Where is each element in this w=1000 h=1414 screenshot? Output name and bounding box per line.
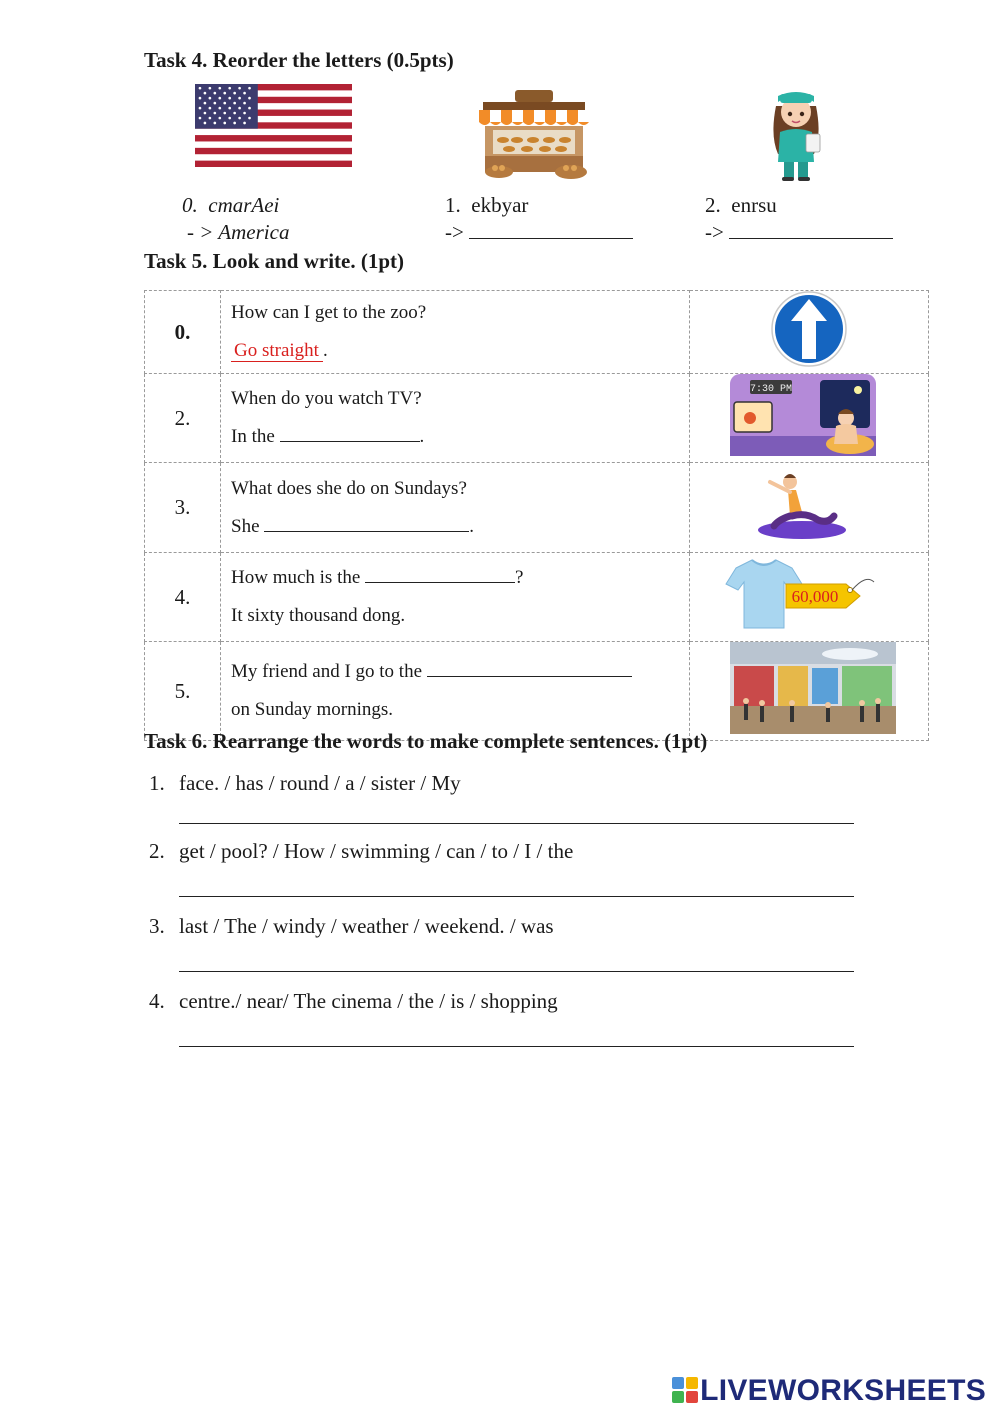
clock-display: 7:30 PM — [749, 384, 793, 395]
shopping-centre-image — [730, 642, 896, 734]
task6-item-2-answer-line[interactable] — [179, 896, 854, 897]
task5-row-0-question: How can I get to the zoo? — [231, 302, 427, 323]
task6-item-4-words: centre./ near/ The cinema / the / is / shopping — [179, 989, 558, 1013]
task5-row-5-answer: on Sunday mornings. — [231, 699, 394, 720]
task6-item-1: 1. face. / has / round / a / sister / My — [149, 771, 461, 795]
task5-row-3-answer-blank[interactable] — [264, 513, 469, 532]
task5-row-3-question: What does she do on Sundays? — [231, 477, 467, 499]
task5-row-3-answer: She . — [231, 508, 689, 546]
task5-row-2 — [145, 374, 929, 463]
task5-row-number: 5. — [145, 642, 221, 741]
task5-row-2-answer-blank[interactable] — [280, 423, 420, 442]
straight-arrow-sign-image — [769, 291, 849, 367]
task5-row-4 — [145, 553, 929, 642]
task4-item-1-scrambled: ekbyar — [471, 193, 529, 217]
t-shirt-price-tag-image — [722, 558, 878, 630]
task6-item-1-words: face. / has / round / a / sister / My — [179, 771, 461, 795]
task5-row-2-question: When do you watch TV? — [231, 388, 422, 409]
task6-item-3: 3. last / The / windy / weather / weekend. / was — [149, 914, 554, 938]
task5-heading: Task 5. Look and write. (1pt) — [144, 249, 405, 273]
task6-item-3-words: last / The / windy / weather / weekend. / was — [179, 914, 554, 938]
task5-row-0-answer-text[interactable]: Go straight — [231, 340, 323, 362]
task5-table — [144, 290, 929, 741]
task5-row-number: 2. — [145, 374, 221, 463]
task5-row-5 — [145, 642, 929, 741]
task5-row-number: 3. — [145, 463, 221, 553]
liveworksheets-logo — [672, 1374, 986, 1408]
task5-row-4-answer: It sixty thousand dong. — [231, 605, 406, 626]
bakery-image — [475, 88, 593, 180]
task5-row-number: 0. — [145, 291, 221, 374]
task6-item-4: 4. centre./ near/ The cinema / the / is / shopping — [149, 989, 558, 1013]
task4-item-0: 0. cmarAei — [182, 193, 280, 217]
us-flag-image — [195, 84, 352, 167]
task5-row-5-question-blank[interactable] — [427, 658, 632, 677]
task4-item-2-answer-blank[interactable] — [729, 220, 893, 239]
liveworksheets-logo-icon — [672, 1377, 698, 1403]
task5-row-2-answer: In the . — [231, 418, 689, 456]
task4-item-2-answer-row: -> — [705, 220, 893, 245]
task6-item-2-words: get / pool? / How / swimming / can / to / I / the — [179, 839, 574, 863]
girl-watching-tv-image — [730, 374, 876, 456]
task4-item-0-scrambled: cmarAei — [208, 193, 280, 217]
task4-item-1: 1. ekbyar — [445, 193, 529, 217]
task5-row-0-answer: Go straight . — [231, 332, 689, 370]
task4-item-2-scrambled: enrsu — [731, 193, 777, 217]
task4-item-1-answer-row: -> — [445, 220, 633, 245]
task6-heading: Task 6. Rearrange the words to make complete sentences. (1pt) — [144, 729, 708, 753]
task6-item-4-answer-line[interactable] — [179, 1046, 854, 1047]
nurse-image — [762, 84, 830, 184]
task5-row-4-question-blank[interactable] — [365, 564, 515, 583]
task4-item-1-answer-blank[interactable] — [469, 220, 633, 239]
task6-item-1-answer-line[interactable] — [179, 823, 854, 824]
task4-heading: Task 4. Reorder the letters (0.5pts) — [144, 48, 454, 72]
task6-item-3-answer-line[interactable] — [179, 971, 854, 972]
task4-item-2: 2. enrsu — [705, 193, 777, 217]
task6-item-2: 2. get / pool? / How / swimming / can / to / I / the — [149, 839, 574, 863]
task5-row-5-question: My friend and I go to the — [231, 653, 689, 691]
liveworksheets-logo-text: LIVEWORKSHEETS — [700, 1374, 986, 1407]
task5-row-4-question: How much is the ? — [231, 559, 689, 597]
yoga-image — [756, 470, 848, 540]
task5-row-3 — [145, 463, 929, 553]
price-tag-text: 60,000 — [791, 587, 839, 606]
task5-row-0 — [145, 291, 929, 374]
task4-item-0-answer: - > America — [187, 220, 290, 244]
task5-row-number: 4. — [145, 553, 221, 642]
